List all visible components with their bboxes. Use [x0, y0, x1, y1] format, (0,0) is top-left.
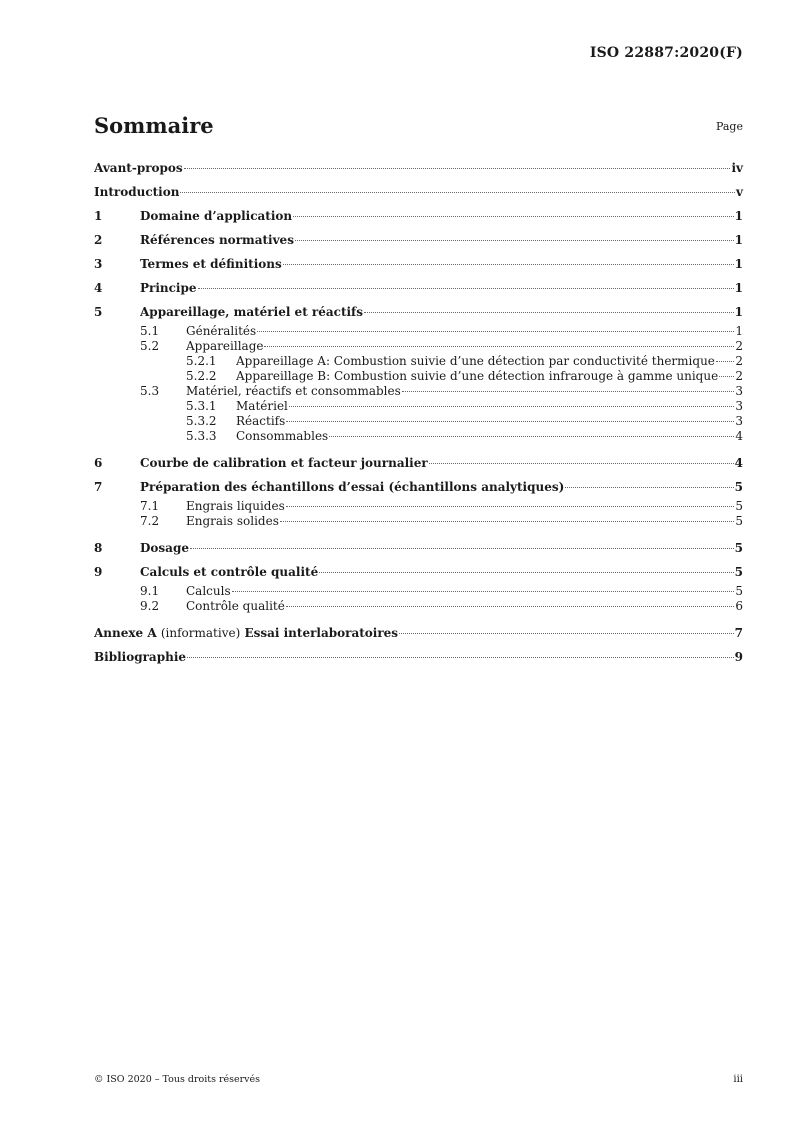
toc-entry-number: 6: [94, 456, 103, 470]
page-column-label: Page: [715, 120, 743, 133]
toc-entry-title: Domaine d’application: [140, 209, 293, 223]
toc-entry-number: 9.1: [140, 584, 160, 598]
toc-entry-page: 3: [735, 384, 743, 398]
dot-leader: [198, 288, 734, 289]
toc-entry-6[interactable]: [94, 451, 743, 475]
dot-leader: [364, 312, 734, 313]
annex-label: Annexe A: [94, 626, 157, 640]
toc-entry-3[interactable]: [94, 252, 743, 276]
dot-leader: [184, 168, 731, 169]
dot-leader: [257, 331, 734, 332]
toc-entry-5-1[interactable]: [94, 324, 743, 339]
dot-leader: [719, 376, 734, 377]
toc-entry-number: 7.2: [140, 514, 160, 528]
toc-entry-annexe-a[interactable]: [94, 621, 743, 645]
toc-entry-title: Contrôle qualité: [186, 599, 285, 613]
toc-entry-title: Engrais solides: [186, 514, 279, 528]
toc-entry-page: 1: [735, 324, 743, 338]
document-id-header: ISO 22887:2020(F): [589, 45, 743, 61]
toc-entry-page: 4: [735, 429, 743, 443]
toc-entry-title: Références normatives: [140, 233, 294, 247]
toc-entry-title: Bibliographie: [94, 650, 187, 664]
toc-entry-title: Généralités: [186, 324, 257, 338]
dot-leader: [190, 548, 734, 549]
toc-entry-title: Réactifs: [236, 414, 286, 428]
footer-page-number: iii: [733, 1074, 743, 1085]
toc-entry-8[interactable]: [94, 536, 743, 560]
dot-leader: [187, 657, 734, 658]
dot-leader: [716, 361, 734, 362]
toc-entry-page: 2: [735, 369, 743, 383]
dot-leader: [293, 216, 734, 217]
toc-entry-title: [94, 621, 398, 645]
toc-entry-9-2[interactable]: [94, 599, 743, 614]
toc-entry-number: 5.3.3: [186, 429, 217, 443]
section-gap: [94, 614, 743, 621]
toc-entry-page: 5: [734, 541, 743, 555]
dot-leader: [319, 572, 733, 573]
toc-entry-title: Calculs: [186, 584, 231, 598]
toc-entry-number: 4: [94, 281, 103, 295]
toc-entry-avant-propos[interactable]: [94, 156, 743, 180]
toc-entry-number: 5.2.2: [186, 369, 217, 383]
section-gap: [94, 529, 743, 536]
dot-leader: [402, 391, 735, 392]
toc-entry-5[interactable]: [94, 300, 743, 324]
toc-entry-page: 2: [735, 339, 743, 353]
toc-entry-title: Consommables: [236, 429, 329, 443]
toc-entry-title: Engrais liquides: [186, 499, 285, 513]
toc-entry-5-2-2[interactable]: [94, 369, 743, 384]
toc-title: Sommaire: [94, 113, 214, 138]
toc-entry-page: 5: [735, 514, 743, 528]
toc-entry-number: 5.1: [140, 324, 160, 338]
toc-entry-7-1[interactable]: [94, 499, 743, 514]
dot-leader: [280, 521, 734, 522]
dot-leader: [429, 463, 734, 464]
toc-entry-number: 5.2.1: [186, 354, 217, 368]
toc-entry-7[interactable]: [94, 475, 743, 499]
toc-entry-page: 1: [734, 305, 743, 319]
toc-entry-number: 5.2: [140, 339, 160, 353]
toc-entry-number: 8: [94, 541, 103, 555]
toc-entry-page: 1: [734, 209, 743, 223]
table-of-contents: [94, 156, 743, 669]
toc-entry-number: 7: [94, 480, 103, 494]
annex-title: Essai interlaboratoires: [244, 626, 399, 640]
toc-entry-2[interactable]: [94, 228, 743, 252]
toc-entry-5-3-2[interactable]: [94, 414, 743, 429]
toc-entry-title: Introduction: [94, 185, 180, 199]
toc-entry-title: Matériel, réactifs et consommables: [186, 384, 401, 398]
toc-entry-page: 5: [735, 584, 743, 598]
toc-entry-title: Termes et définitions: [140, 257, 282, 271]
toc-entry-1[interactable]: [94, 204, 743, 228]
dot-leader: [286, 606, 735, 607]
toc-entry-number: 9: [94, 565, 103, 579]
toc-entry-9[interactable]: [94, 560, 743, 584]
dot-leader: [232, 591, 735, 592]
dot-leader: [399, 633, 734, 634]
toc-entry-number: 5.3.2: [186, 414, 217, 428]
toc-entry-number: 9.2: [140, 599, 160, 613]
toc-entry-title: Appareillage A: Combustion suivie d’une détection par conductivité thermique: [236, 354, 715, 368]
toc-entry-page: 5: [735, 499, 743, 513]
toc-entry-9-1[interactable]: [94, 584, 743, 599]
toc-entry-page: 4: [734, 456, 743, 470]
toc-entry-5-2-1[interactable]: [94, 354, 743, 369]
toc-entry-page: 1: [734, 257, 743, 271]
toc-entry-page: 3: [735, 414, 743, 428]
toc-entry-title: Préparation des échantillons d’essai (échantillons analytiques): [140, 480, 565, 494]
dot-leader: [283, 264, 734, 265]
toc-entry-title: Dosage: [140, 541, 189, 555]
toc-entry-title: Calculs et contrôle qualité: [140, 565, 319, 579]
toc-entry-introduction[interactable]: [94, 180, 743, 204]
dot-leader: [286, 421, 734, 422]
section-gap: [94, 444, 743, 451]
toc-entry-number: 5.3.1: [186, 399, 217, 413]
toc-entry-title: Avant-propos: [94, 161, 183, 175]
toc-entry-page: 7: [734, 626, 743, 640]
toc-entry-page: 1: [734, 281, 743, 295]
dot-leader: [329, 436, 734, 437]
toc-entry-5-3-1[interactable]: [94, 399, 743, 414]
dot-leader: [289, 406, 734, 407]
toc-entry-page: 5: [734, 480, 743, 494]
toc-entry-number: 3: [94, 257, 103, 271]
toc-entry-page: 2: [735, 354, 743, 368]
toc-entry-number: 2: [94, 233, 103, 247]
toc-entry-page: 6: [735, 599, 743, 613]
toc-entry-number: 1: [94, 209, 103, 223]
toc-entry-bibliographie[interactable]: [94, 645, 743, 669]
toc-entry-page: 1: [734, 233, 743, 247]
footer-copyright: © ISO 2020 – Tous droits réservés: [94, 1074, 261, 1085]
toc-entry-page: v: [736, 185, 743, 199]
toc-entry-title: Appareillage B: Combustion suivie d’une détection infrarouge à gamme unique: [236, 369, 719, 383]
dot-leader: [264, 346, 734, 347]
dot-leader: [286, 506, 735, 507]
annex-type: (informative): [160, 626, 241, 640]
dot-leader: [295, 240, 734, 241]
toc-entry-page: 3: [735, 399, 743, 413]
toc-entry-number: 5: [94, 305, 103, 319]
toc-entry-7-2[interactable]: [94, 514, 743, 529]
dot-leader: [565, 487, 733, 488]
toc-entry-title: Appareillage: [186, 339, 264, 353]
toc-entry-5-3-3[interactable]: [94, 429, 743, 444]
toc-entry-5-2[interactable]: [94, 339, 743, 354]
toc-entry-page: iv: [731, 161, 743, 175]
toc-entry-page: 9: [734, 650, 743, 664]
toc-entry-number: 5.3: [140, 384, 160, 398]
toc-entry-title: Principe: [140, 281, 197, 295]
toc-entry-title: Courbe de calibration et facteur journalier: [140, 456, 428, 470]
dot-leader: [180, 192, 735, 193]
toc-entry-4[interactable]: [94, 276, 743, 300]
toc-entry-title: Matériel: [236, 399, 288, 413]
toc-entry-number: 7.1: [140, 499, 160, 513]
toc-entry-5-3[interactable]: [94, 384, 743, 399]
toc-entry-page: 5: [734, 565, 743, 579]
toc-entry-title: Appareillage, matériel et réactifs: [140, 305, 363, 319]
